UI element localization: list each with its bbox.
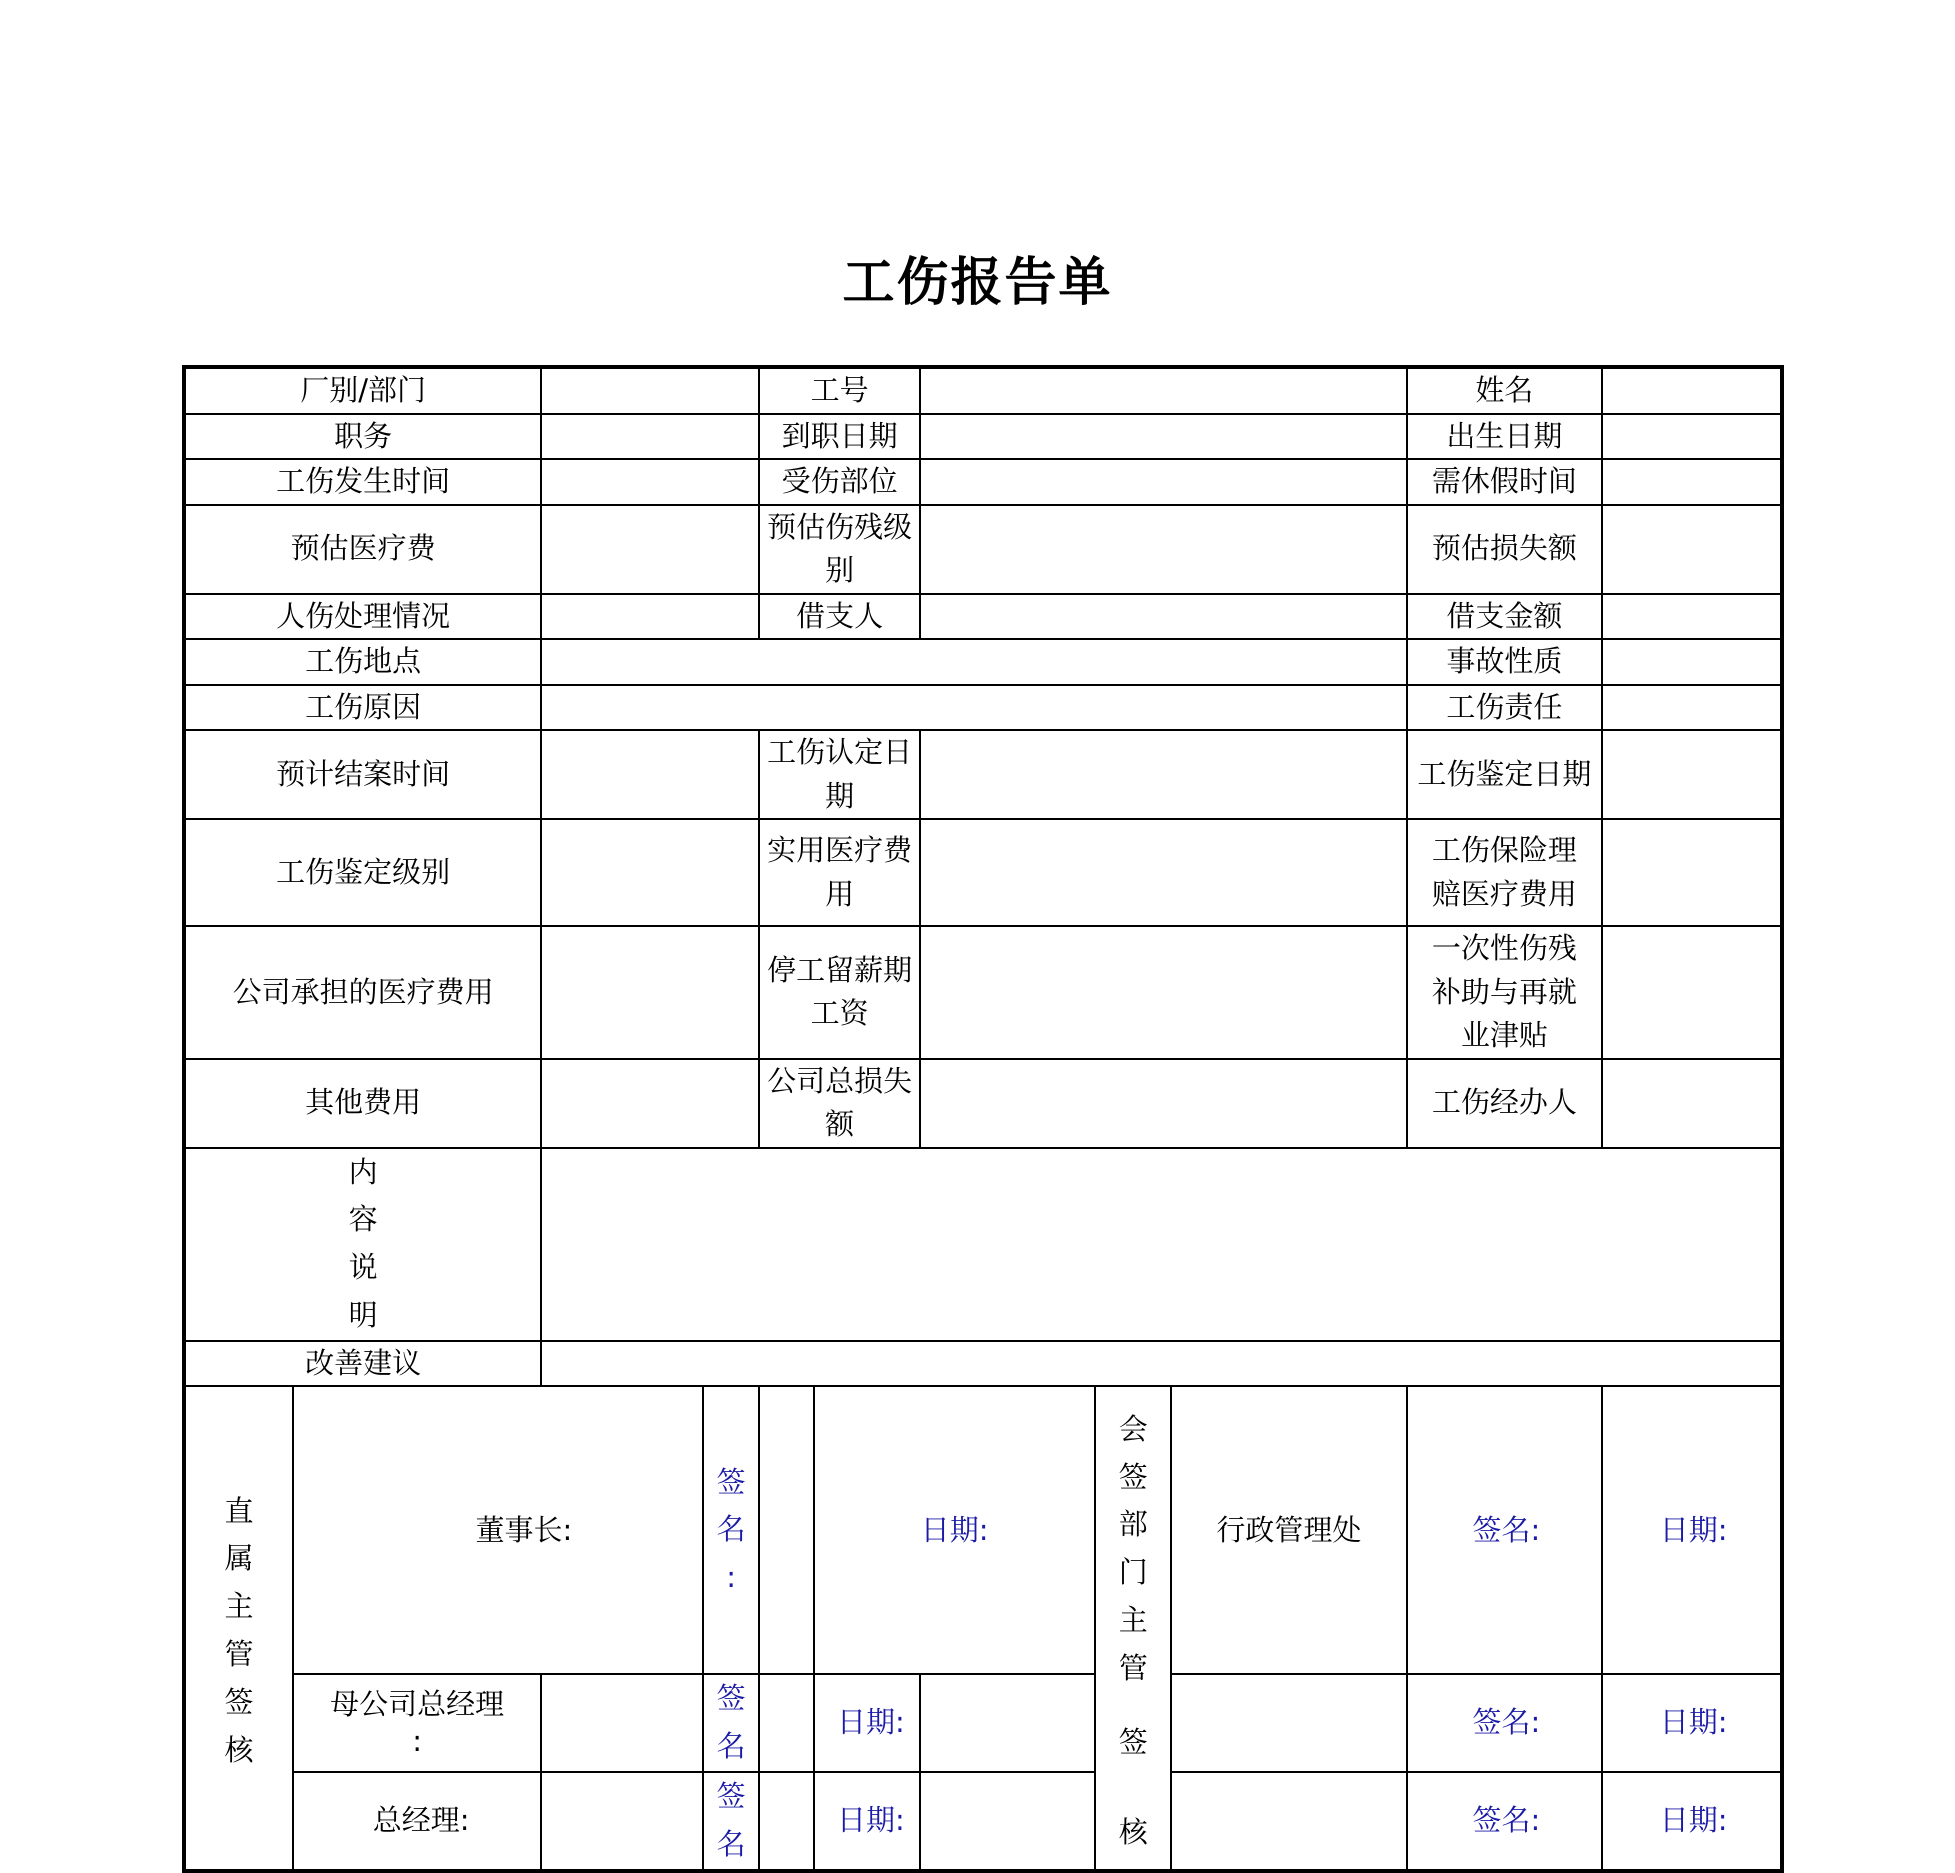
label-injury-cause: 工伤原因 [184,685,541,731]
parent-gm-sign-label: 签 名 [703,1674,760,1772]
label-total-company-loss: 公司总损失额 [759,1059,919,1148]
label-appraisal-date: 工伤鉴定日期 [1407,730,1603,819]
value-leave-time[interactable] [1602,459,1782,505]
countersign-field-3[interactable] [1171,1772,1406,1871]
table-row [184,594,1782,640]
gm-date-field[interactable] [920,1772,1095,1871]
gm-date-label: 日期: [814,1772,920,1871]
value-content-description[interactable] [541,1148,1782,1341]
value-company-medical-cost[interactable] [541,926,759,1059]
table-row [184,1148,1782,1341]
parent-gm-name-field[interactable] [541,1674,703,1772]
label-handler: 工伤经办人 [1407,1059,1603,1148]
value-other-fees[interactable] [541,1059,759,1148]
parent-gm-date-label: 日期: [814,1674,920,1772]
label-borrower: 借支人 [759,594,919,640]
value-department[interactable] [541,367,759,414]
value-improvement[interactable] [541,1341,1782,1387]
value-appraisal-date[interactable] [1602,730,1782,819]
label-disability-subsidy: 一次性伤残补助与再就业津贴 [1407,926,1603,1059]
label-chairman: 董事长: [293,1386,703,1674]
table-row [184,505,1782,594]
label-countersign-review: 会 签 部 门 主 管 签 核 [1095,1386,1171,1870]
parent-gm-date-field[interactable] [920,1674,1095,1772]
value-est-medical-fee[interactable] [541,505,759,594]
countersign-field-2[interactable] [1171,1674,1406,1772]
label-content-description: 内 容 说 明 [184,1148,541,1341]
value-appraisal-level[interactable] [541,819,759,926]
label-company-medical-cost: 公司承担的医疗费用 [184,926,541,1059]
value-injury-responsibility[interactable] [1602,685,1782,731]
label-injury-location: 工伤地点 [184,639,541,685]
admin-date-label: 日期: [1602,1386,1782,1674]
table-row [184,685,1782,731]
chairman-sign-field[interactable] [759,1386,814,1674]
label-actual-medical-cost: 实用医疗费用 [759,819,919,926]
label-insurance-claim-cost: 工伤保险理赔医疗费用 [1407,819,1603,926]
label-admin-dept: 行政管理处 [1171,1386,1406,1674]
injury-report-table [182,365,1784,1873]
value-injury-location[interactable] [541,639,1406,685]
label-other-fees: 其他费用 [184,1059,541,1148]
parent-gm-sign-field[interactable] [759,1674,814,1772]
table-row [184,1772,1782,1871]
label-injury-handling: 人伤处理情况 [184,594,541,640]
table-row [184,926,1782,1059]
value-injury-cause[interactable] [541,685,1406,731]
table-row [184,1059,1782,1148]
value-handler[interactable] [1602,1059,1782,1148]
label-department: 厂别/部门 [184,367,541,414]
label-injury-time: 工伤发生时间 [184,459,541,505]
page-title: 工伤报告单 [842,253,1113,313]
value-est-closing-time[interactable] [541,730,759,819]
table-row [184,414,1782,460]
chairman-sign-label: 签 名 : [703,1386,760,1674]
countersign-sign-label-2: 签名: [1407,1674,1603,1772]
label-suspension-wage: 停工留薪期工资 [759,926,919,1059]
value-birth-date[interactable] [1602,414,1782,460]
table-row [184,1674,1782,1772]
label-accident-nature: 事故性质 [1407,639,1603,685]
value-est-loss[interactable] [1602,505,1782,594]
value-employee-id[interactable] [920,367,1407,414]
admin-sign-label: 签名: [1407,1386,1603,1674]
value-injury-handling[interactable] [541,594,759,640]
label-est-closing-time: 预计结案时间 [184,730,541,819]
label-appraisal-level: 工伤鉴定级别 [184,819,541,926]
value-total-company-loss[interactable] [920,1059,1407,1148]
value-actual-medical-cost[interactable] [920,819,1407,926]
value-hire-date[interactable] [920,414,1407,460]
table-row [184,367,1782,414]
label-direct-supervisor-review: 直 属 主 管 签 核 [184,1386,293,1870]
value-injury-time[interactable] [541,459,759,505]
label-leave-time: 需休假时间 [1407,459,1603,505]
table-row [184,459,1782,505]
label-employee-id: 工号 [759,367,919,414]
label-est-medical-fee: 预估医疗费 [184,505,541,594]
value-borrower[interactable] [920,594,1407,640]
label-est-loss: 预估损失额 [1407,505,1603,594]
table-row [184,730,1782,819]
label-parent-gm: 母公司总经理 : [293,1674,541,1772]
label-hire-date: 到职日期 [759,414,919,460]
countersign-date-label-2: 日期: [1602,1674,1782,1772]
value-suspension-wage[interactable] [920,926,1407,1059]
chairman-date-label: 日期: [814,1386,1095,1674]
gm-sign-label: 签 名 [703,1772,760,1871]
label-improvement: 改善建议 [184,1341,541,1387]
label-birth-date: 出生日期 [1407,414,1603,460]
table-row [184,1386,1782,1674]
value-loan-amount[interactable] [1602,594,1782,640]
label-name: 姓名 [1407,367,1603,414]
label-recognition-date: 工伤认定日期 [759,730,919,819]
value-recognition-date[interactable] [920,730,1407,819]
table-row [184,819,1782,926]
label-gm: 总经理: [293,1772,541,1871]
countersign-sign-label-3: 签名: [1407,1772,1603,1871]
label-position: 职务 [184,414,541,460]
value-est-disability-level[interactable] [920,505,1407,594]
label-est-disability-level: 预估伤残级别 [759,505,919,594]
value-position[interactable] [541,414,759,460]
gm-sign-field[interactable] [759,1772,814,1871]
table-row [184,639,1782,685]
value-name[interactable] [1602,367,1782,414]
label-loan-amount: 借支金额 [1407,594,1603,640]
gm-name-field[interactable] [541,1772,703,1871]
label-injured-part: 受伤部位 [759,459,919,505]
value-disability-subsidy[interactable] [1602,926,1782,1059]
value-insurance-claim-cost[interactable] [1602,819,1782,926]
label-injury-responsibility: 工伤责任 [1407,685,1603,731]
value-injured-part[interactable] [920,459,1407,505]
countersign-date-label-3: 日期: [1602,1772,1782,1871]
table-row [184,1341,1782,1387]
value-accident-nature[interactable] [1602,639,1782,685]
